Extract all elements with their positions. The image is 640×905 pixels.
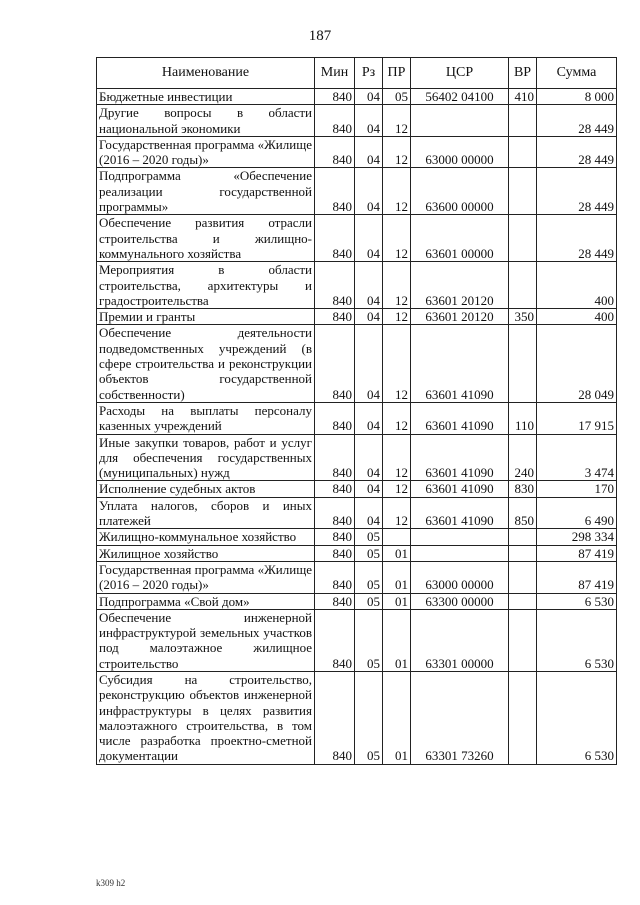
table-row <box>97 545 617 561</box>
cell-name: Иные закупки товаров, работ и услуг для обеспечения государственных (муниципальных) нужд <box>97 434 315 481</box>
cell-vr <box>509 105 537 137</box>
cell-csr <box>411 529 509 545</box>
cell-csr: 63601 00000 <box>411 215 509 262</box>
cell-rz: 04 <box>355 262 383 309</box>
cell-sum: 298 334 <box>537 529 617 545</box>
cell-sum: 87 419 <box>537 545 617 561</box>
cell-sum: 6 490 <box>537 497 617 529</box>
cell-min: 840 <box>315 136 355 168</box>
cell-vr <box>509 136 537 168</box>
table-row <box>97 262 617 309</box>
header-vr: ВР <box>509 58 537 89</box>
cell-pr: 12 <box>383 402 411 434</box>
page-number: 187 <box>308 28 332 44</box>
cell-min: 840 <box>315 497 355 529</box>
table-row <box>97 402 617 434</box>
cell-sum: 400 <box>537 262 617 309</box>
cell-sum: 28 449 <box>537 168 617 215</box>
cell-min: 840 <box>315 545 355 561</box>
cell-rz: 04 <box>355 136 383 168</box>
cell-sum: 3 474 <box>537 434 617 481</box>
cell-min: 840 <box>315 561 355 593</box>
cell-pr: 12 <box>383 105 411 137</box>
cell-min: 840 <box>315 434 355 481</box>
cell-pr: 12 <box>383 497 411 529</box>
cell-sum: 170 <box>537 481 617 497</box>
cell-vr <box>509 671 537 764</box>
cell-min: 840 <box>315 309 355 325</box>
cell-name: Субсидия на строительство, реконструкцию объектов инженерной инфраструктуры в целях развития малоэтажного строительства, в том числе разработка проектно-сметной документации <box>97 671 315 764</box>
cell-sum: 8 000 <box>537 89 617 105</box>
cell-pr: 12 <box>383 481 411 497</box>
table-row <box>97 309 617 325</box>
cell-name: Другие вопросы в области национальной экономики <box>97 105 315 137</box>
table-row <box>97 671 617 764</box>
cell-vr: 410 <box>509 89 537 105</box>
cell-csr: 63601 41090 <box>411 481 509 497</box>
cell-vr <box>509 325 537 402</box>
cell-name: Жилищно-коммунальное хозяйство <box>97 529 315 545</box>
cell-pr: 12 <box>383 215 411 262</box>
cell-min: 840 <box>315 529 355 545</box>
cell-pr: 12 <box>383 168 411 215</box>
cell-csr: 63300 00000 <box>411 593 509 609</box>
table-row <box>97 105 617 137</box>
cell-sum: 87 419 <box>537 561 617 593</box>
cell-vr <box>509 593 537 609</box>
header-min: Мин <box>315 58 355 89</box>
table-row <box>97 481 617 497</box>
cell-min: 840 <box>315 215 355 262</box>
header-sum: Сумма <box>537 58 617 89</box>
cell-min: 840 <box>315 168 355 215</box>
cell-sum: 6 530 <box>537 593 617 609</box>
header-rz: Рз <box>355 58 383 89</box>
cell-name: Подпрограмма «Свой дом» <box>97 593 315 609</box>
header-name: Наименование <box>97 58 315 89</box>
cell-name: Премии и гранты <box>97 309 315 325</box>
cell-name: Обеспечение развития отрасли строительства и жилищно-коммунального хозяйства <box>97 215 315 262</box>
cell-pr: 01 <box>383 545 411 561</box>
cell-name: Подпрограмма «Обеспечение реализации государственной программы» <box>97 168 315 215</box>
cell-pr: 12 <box>383 136 411 168</box>
cell-rz: 05 <box>355 529 383 545</box>
cell-rz: 05 <box>355 671 383 764</box>
cell-sum: 28 449 <box>537 136 617 168</box>
cell-vr: 850 <box>509 497 537 529</box>
cell-rz: 05 <box>355 593 383 609</box>
cell-rz: 05 <box>355 545 383 561</box>
cell-vr <box>509 262 537 309</box>
cell-pr: 01 <box>383 609 411 671</box>
cell-csr: 63600 00000 <box>411 168 509 215</box>
cell-name: Жилищное хозяйство <box>97 545 315 561</box>
cell-sum: 400 <box>537 309 617 325</box>
cell-pr: 12 <box>383 262 411 309</box>
table-row <box>97 168 617 215</box>
cell-min: 840 <box>315 481 355 497</box>
cell-vr <box>509 529 537 545</box>
cell-csr: 63601 20120 <box>411 262 509 309</box>
cell-rz: 04 <box>355 168 383 215</box>
cell-min: 840 <box>315 671 355 764</box>
cell-rz: 04 <box>355 89 383 105</box>
table-row <box>97 136 617 168</box>
cell-vr: 830 <box>509 481 537 497</box>
table-row <box>97 215 617 262</box>
cell-min: 840 <box>315 325 355 402</box>
cell-vr <box>509 215 537 262</box>
cell-rz: 04 <box>355 481 383 497</box>
cell-pr <box>383 529 411 545</box>
cell-rz: 04 <box>355 497 383 529</box>
table-body <box>97 89 617 765</box>
table-row <box>97 497 617 529</box>
cell-rz: 04 <box>355 105 383 137</box>
cell-csr: 63000 00000 <box>411 136 509 168</box>
cell-sum: 28 449 <box>537 105 617 137</box>
cell-csr: 63601 41090 <box>411 434 509 481</box>
cell-rz: 04 <box>355 309 383 325</box>
cell-pr: 12 <box>383 309 411 325</box>
cell-pr: 01 <box>383 561 411 593</box>
cell-sum: 17 915 <box>537 402 617 434</box>
cell-name: Государственная программа «Жилище (2016 – 2020 годы)» <box>97 136 315 168</box>
cell-csr: 63601 41090 <box>411 325 509 402</box>
cell-name: Бюджетные инвестиции <box>97 89 315 105</box>
cell-csr: 63601 20120 <box>411 309 509 325</box>
cell-vr: 350 <box>509 309 537 325</box>
cell-csr <box>411 105 509 137</box>
cell-vr: 110 <box>509 402 537 434</box>
cell-pr: 05 <box>383 89 411 105</box>
cell-csr: 63601 41090 <box>411 497 509 529</box>
cell-rz: 04 <box>355 402 383 434</box>
cell-pr: 01 <box>383 593 411 609</box>
budget-table <box>96 57 617 765</box>
cell-rz: 04 <box>355 325 383 402</box>
table-row <box>97 434 617 481</box>
table-header-row <box>97 58 617 89</box>
table-row <box>97 609 617 671</box>
cell-pr: 12 <box>383 434 411 481</box>
cell-vr: 240 <box>509 434 537 481</box>
cell-min: 840 <box>315 262 355 309</box>
cell-name: Мероприятия в области строительства, архитектуры и градостроительства <box>97 262 315 309</box>
cell-csr: 63301 00000 <box>411 609 509 671</box>
footer-code: k309 h2 <box>96 878 126 888</box>
cell-name: Уплата налогов, сборов и иных платежей <box>97 497 315 529</box>
cell-sum: 6 530 <box>537 671 617 764</box>
cell-vr <box>509 168 537 215</box>
cell-rz: 04 <box>355 215 383 262</box>
cell-name: Государственная программа «Жилище (2016 – 2020 годы)» <box>97 561 315 593</box>
header-pr: ПР <box>383 58 411 89</box>
cell-csr: 63601 41090 <box>411 402 509 434</box>
cell-vr <box>509 561 537 593</box>
cell-rz: 05 <box>355 609 383 671</box>
cell-pr: 01 <box>383 671 411 764</box>
cell-pr: 12 <box>383 325 411 402</box>
cell-name: Обеспечение деятельности подведомственных учреждений (в сфере строительства и реконструкции объектов государственной собственности) <box>97 325 315 402</box>
table-row <box>97 89 617 105</box>
cell-min: 840 <box>315 609 355 671</box>
cell-name: Расходы на выплаты персоналу казенных учреждений <box>97 402 315 434</box>
cell-min: 840 <box>315 593 355 609</box>
cell-csr: 56402 04100 <box>411 89 509 105</box>
cell-vr <box>509 545 537 561</box>
cell-csr: 63000 00000 <box>411 561 509 593</box>
cell-sum: 6 530 <box>537 609 617 671</box>
cell-csr <box>411 545 509 561</box>
cell-min: 840 <box>315 89 355 105</box>
cell-rz: 04 <box>355 434 383 481</box>
cell-sum: 28 449 <box>537 215 617 262</box>
cell-name: Исполнение судебных актов <box>97 481 315 497</box>
cell-rz: 05 <box>355 561 383 593</box>
table-row <box>97 561 617 593</box>
table-row <box>97 593 617 609</box>
cell-csr: 63301 73260 <box>411 671 509 764</box>
cell-sum: 28 049 <box>537 325 617 402</box>
header-csr: ЦСР <box>411 58 509 89</box>
cell-min: 840 <box>315 402 355 434</box>
cell-vr <box>509 609 537 671</box>
cell-min: 840 <box>315 105 355 137</box>
table-row <box>97 325 617 402</box>
cell-name: Обеспечение инженерной инфраструктурой земельных участков под малоэтажное жилищное строительство <box>97 609 315 671</box>
table-row <box>97 529 617 545</box>
